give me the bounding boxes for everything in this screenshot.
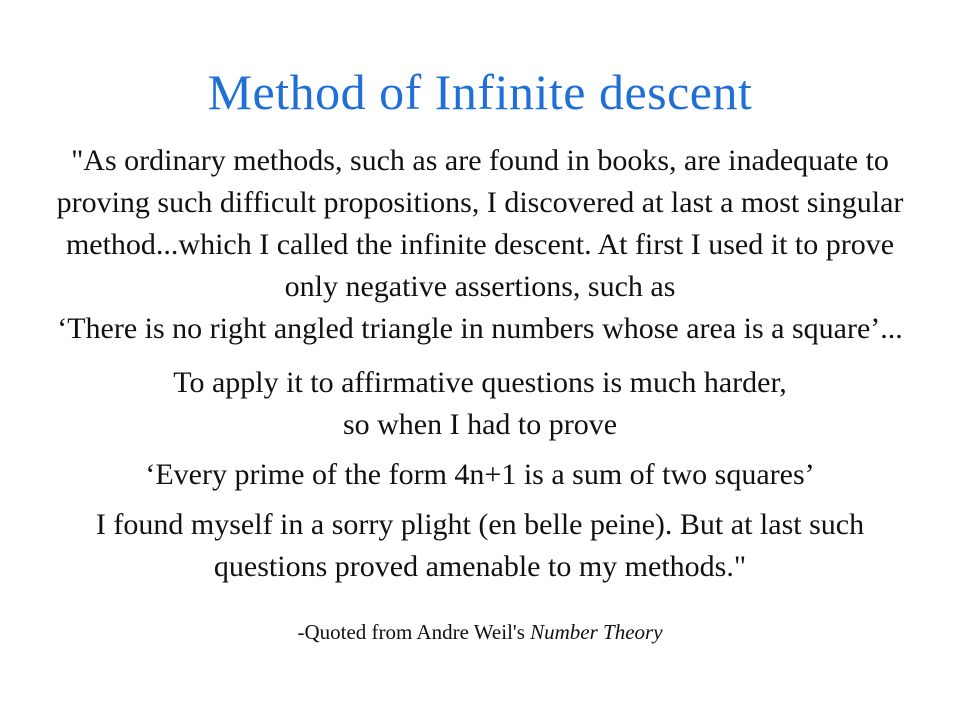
quote-paragraph-4: I found myself in a sorry plight (en belle peine). But at last such questions proved amenable to my methods."	[95, 508, 865, 583]
quote-block	[40, 140, 920, 588]
slide-title: Method of Infinite descent	[207, 64, 753, 120]
quote-paragraph-1-text: "As ordinary methods, such as are found in books, are inadequate to proving such difficult propositions, I discovered at last a most singular method...which I called the infinite descent. At first I used it to prove only negative assertions, such as	[56, 144, 904, 303]
attribution-book-title: Number Theory	[530, 620, 663, 644]
quote-paragraph-1-example: ‘There is no right angled triangle in numbers whose area is a square’...	[57, 312, 903, 345]
attribution	[0, 618, 960, 646]
quote-paragraph-1	[40, 140, 920, 350]
quote-paragraph-2-line-2: so when I had to prove	[342, 408, 618, 441]
quote-paragraph-2	[40, 362, 920, 446]
attribution-prefix: -Quoted from Andre Weil's	[297, 620, 531, 644]
quote-paragraph-2-line-1: To apply it to affirmative questions is much harder,	[173, 366, 787, 399]
quote-paragraph-3: ‘Every prime of the form 4n+1 is a sum of two squares’	[145, 458, 815, 491]
